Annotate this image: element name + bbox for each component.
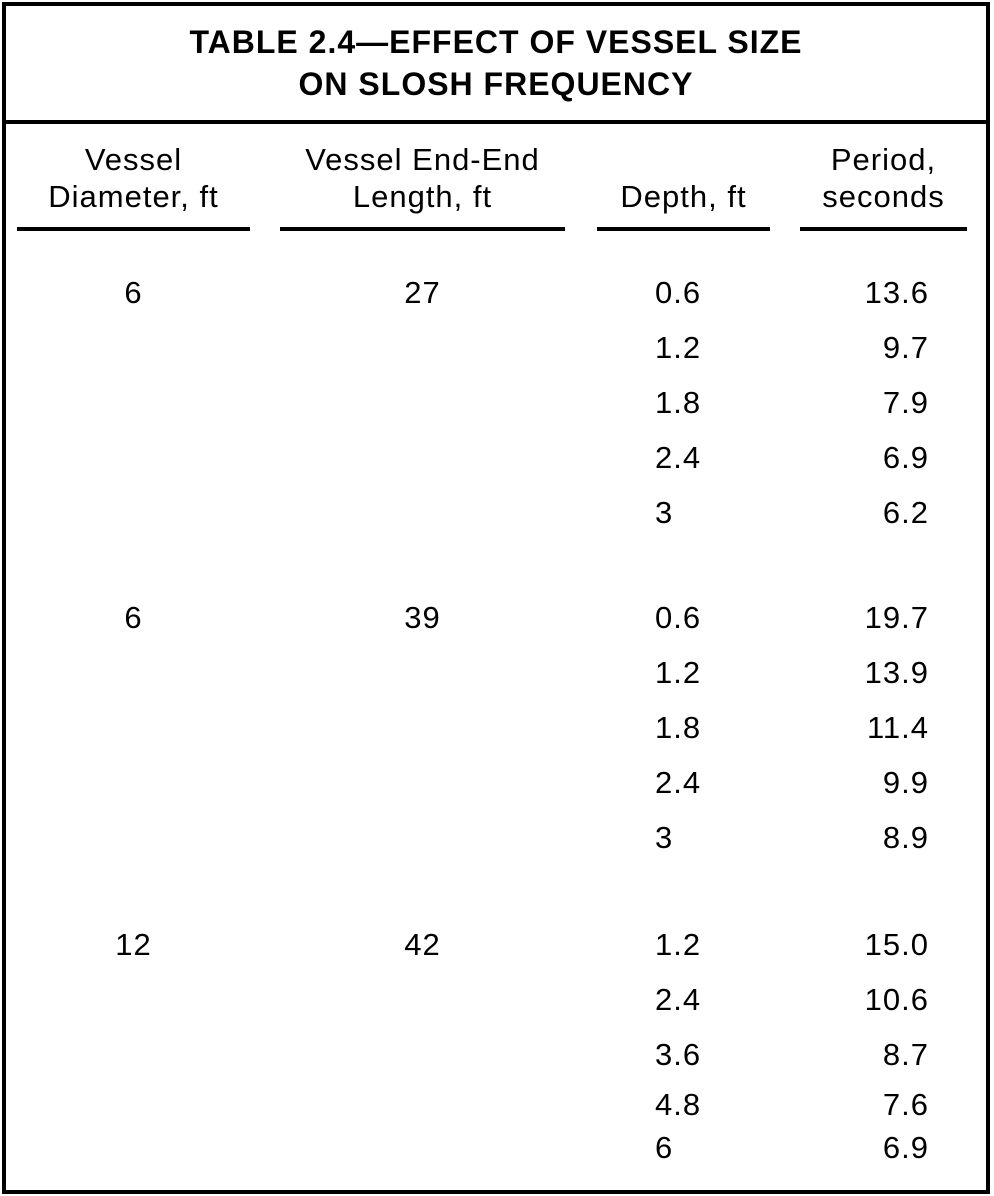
column-header-depth — [597, 124, 770, 231]
column-header-period-line1: Period, — [830, 142, 937, 177]
table-row — [6, 590, 986, 645]
column-header-vessel-length-line1: Vessel End-End — [305, 142, 540, 177]
cell-length-empty — [280, 1082, 565, 1128]
cell-length-empty — [280, 1027, 565, 1082]
cell-length-empty — [280, 1128, 565, 1168]
table-row — [6, 430, 986, 485]
cell-length: 39 — [404, 600, 441, 635]
cell-diameter-empty — [17, 972, 250, 1027]
cell-length-empty — [280, 375, 565, 430]
cell-diameter-empty — [17, 810, 250, 865]
cell-diameter-empty — [17, 1027, 250, 1082]
table-row — [6, 972, 986, 1027]
cell-period: 9.9 — [882, 765, 929, 800]
cell-length-empty — [280, 645, 565, 700]
cell-period: 6.9 — [882, 440, 929, 475]
cell-diameter: 6 — [124, 600, 143, 635]
cell-length-empty — [280, 700, 565, 755]
cell-diameter-empty — [17, 320, 250, 375]
cell-period: 9.7 — [882, 330, 929, 365]
cell-depth: 1.2 — [655, 655, 702, 690]
cell-depth: 2.4 — [655, 982, 702, 1017]
cell-length-empty — [280, 755, 565, 810]
cell-depth: 1.8 — [655, 710, 702, 745]
column-header-vessel-length-line2: Length, ft — [352, 179, 493, 214]
cell-period: 13.6 — [864, 275, 929, 310]
column-header-period-line2: seconds — [822, 179, 945, 214]
cell-diameter-empty — [17, 645, 250, 700]
cell-period: 10.6 — [864, 982, 929, 1017]
table-row — [6, 755, 986, 810]
cell-period: 6.9 — [882, 1130, 929, 1165]
cell-period: 11.4 — [866, 710, 929, 745]
table-row — [6, 917, 986, 972]
table-frame — [2, 2, 990, 1194]
table-row — [6, 810, 986, 865]
table-row — [6, 375, 986, 430]
cell-depth: 2.4 — [655, 765, 702, 800]
cell-length-empty — [280, 485, 565, 540]
cell-period: 6.2 — [882, 495, 929, 530]
column-headers — [6, 124, 986, 231]
cell-depth: 4.8 — [655, 1087, 702, 1122]
table-title-line1: TABLE 2.4—EFFECT OF VESSEL SIZE — [189, 24, 803, 60]
cell-diameter: 12 — [115, 927, 152, 962]
cell-length-empty — [280, 320, 565, 375]
table-row — [6, 645, 986, 700]
cell-period: 15.0 — [864, 927, 929, 962]
table-row — [6, 320, 986, 375]
cell-period: 13.9 — [864, 655, 929, 690]
column-header-depth-line2: Depth, ft — [620, 179, 747, 214]
cell-depth: 1.8 — [655, 385, 702, 420]
table-row — [6, 485, 986, 540]
cell-length-empty — [280, 972, 565, 1027]
cell-diameter-empty — [17, 700, 250, 755]
cell-depth: 0.6 — [655, 275, 702, 310]
column-header-vessel-diameter-line1: Vessel — [84, 142, 183, 177]
column-header-vessel-diameter — [17, 124, 250, 231]
cell-period: 19.7 — [864, 600, 929, 635]
cell-diameter-empty — [17, 485, 250, 540]
cell-diameter-empty — [17, 375, 250, 430]
column-header-vessel-diameter-line2: Diameter, ft — [48, 179, 219, 214]
table-title — [6, 6, 986, 124]
cell-period: 7.9 — [882, 385, 929, 420]
column-header-period — [800, 124, 967, 231]
cell-depth: 3 — [655, 820, 674, 855]
cell-depth: 0.6 — [655, 600, 702, 635]
cell-period: 7.6 — [882, 1087, 929, 1122]
cell-depth: 3.6 — [655, 1037, 702, 1072]
cell-depth: 1.2 — [655, 927, 702, 962]
cell-period: 8.9 — [882, 820, 929, 855]
cell-diameter-empty — [17, 1082, 250, 1128]
table-row — [6, 700, 986, 755]
cell-period: 8.7 — [882, 1037, 929, 1072]
cell-diameter: 6 — [124, 275, 143, 310]
table-title-line2: ON SLOSH FREQUENCY — [298, 66, 694, 102]
table-row — [6, 1128, 986, 1168]
cell-depth: 2.4 — [655, 440, 702, 475]
table-row — [6, 1027, 986, 1082]
data-group-1 — [6, 265, 986, 540]
cell-depth: 6 — [655, 1130, 674, 1165]
cell-depth: 1.2 — [655, 330, 702, 365]
cell-length: 27 — [404, 275, 441, 310]
table-row — [6, 265, 986, 320]
cell-length-empty — [280, 810, 565, 865]
cell-diameter-empty — [17, 430, 250, 485]
cell-diameter-empty — [17, 1128, 250, 1168]
table-row — [6, 1082, 986, 1128]
cell-length-empty — [280, 430, 565, 485]
data-group-3 — [6, 917, 986, 1168]
cell-depth: 3 — [655, 495, 674, 530]
cell-length: 42 — [404, 927, 441, 962]
column-header-vessel-length — [280, 124, 565, 231]
data-group-2 — [6, 590, 986, 865]
cell-diameter-empty — [17, 755, 250, 810]
